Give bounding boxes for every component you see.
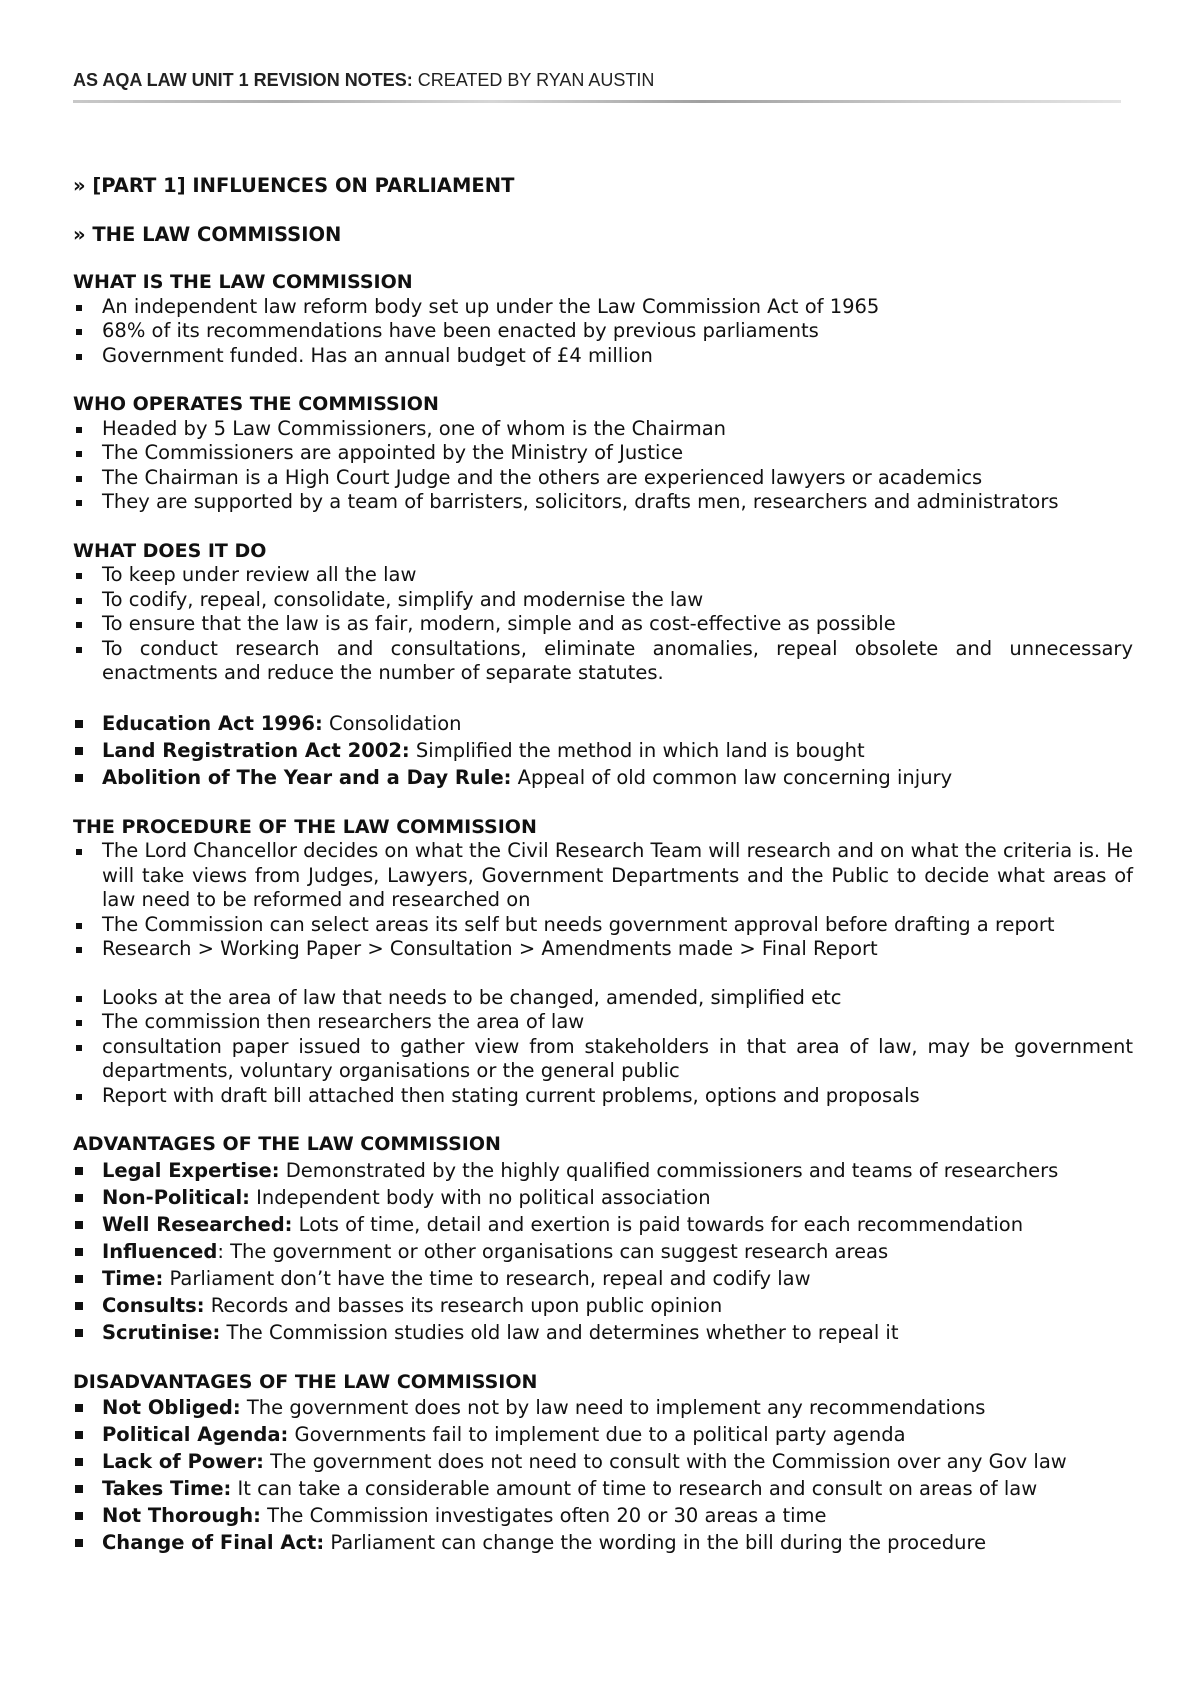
list-item (73, 1475, 1133, 1502)
term: Not Thorough: (102, 1504, 261, 1527)
list-item: The Commissioners are appointed by the Ministry of Justice (73, 441, 1133, 466)
list-item (73, 1184, 1133, 1211)
list-item: To conduct research and consultations, eliminate anomalies, repeal obsolete and unnecessary enactments and reduce the number of separate statutes. (73, 637, 1133, 686)
term: Education Act 1996: (102, 711, 323, 735)
term: Not Obliged: (102, 1396, 241, 1419)
list-item: Looks at the area of law that needs to be changed, amended, simplified etc (73, 986, 1133, 1011)
header-rest: CREATED BY RYAN AUSTIN (412, 70, 655, 90)
bullet-list (73, 295, 1133, 369)
list-item: To codify, repeal, consolidate, simplify and modernise the law (73, 588, 1133, 613)
list-item (73, 1157, 1133, 1184)
list-item: To keep under review all the law (73, 563, 1133, 588)
list-item (73, 1211, 1133, 1238)
list-item (73, 737, 1133, 764)
list-item: The Lord Chancellor decides on what the Civil Research Team will research and on what the criteria is. He will take views from Judges, Lawyers, Government Departments and the Public to decide what areas of law need to be reformed and researched on (73, 839, 1133, 913)
term: Takes Time: (102, 1477, 232, 1500)
list-item (73, 764, 1133, 791)
term-text: Independent body with no political association (249, 1185, 711, 1209)
term-text: The Commission investigates often 20 or 30 areas a time (260, 1504, 827, 1527)
term: Consults: (102, 1293, 205, 1317)
list-item: 68% of its recommendations have been enacted by previous parliaments (73, 319, 1133, 344)
list-item (73, 1238, 1133, 1265)
document-body (73, 174, 1133, 1556)
bullet-list (73, 986, 1133, 1109)
list-item (73, 1502, 1133, 1529)
header-rule (73, 100, 1121, 103)
list-item: An independent law reform body set up under the Law Commission Act of 1965 (73, 295, 1133, 320)
list-item: Research > Working Paper > Consultation > Amendments made > Final Report (73, 937, 1133, 962)
term: Legal Expertise: (102, 1158, 280, 1182)
subpart-title: » THE LAW COMMISSION (73, 222, 342, 246)
list-item: The Commission can select areas its self but needs government approval before drafting a report (73, 913, 1133, 938)
list-item: Headed by 5 Law Commissioners, one of whom is the Chairman (73, 417, 1133, 442)
list-item (73, 1394, 1133, 1421)
term: Land Registration Act 2002: (102, 738, 410, 762)
term-text: The government does not need to consult with the Commission over any Gov law (263, 1450, 1067, 1473)
list-item: consultation paper issued to gather view from stakeholders in that area of law, may be government departments, voluntary organisations or the general public (73, 1035, 1133, 1084)
bullet-list (73, 1157, 1133, 1346)
term: Political Agenda: (102, 1423, 289, 1446)
list-item (73, 1292, 1133, 1319)
section-title: DISADVANTAGES OF THE LAW COMMISSION (73, 1370, 538, 1393)
section-title: WHAT IS THE LAW COMMISSION (73, 271, 413, 293)
term: Change of Final Act: (102, 1531, 325, 1554)
term-text: : The government or other organisations can suggest research areas (217, 1239, 889, 1263)
term: Abolition of The Year and a Day Rule: (102, 765, 512, 789)
list-item: The commission then researchers the area of law (73, 1010, 1133, 1035)
list-item: Report with draft bill attached then stating current problems, options and proposals (73, 1084, 1133, 1109)
bullet-list (73, 417, 1133, 515)
list-item: They are supported by a team of barristers, solicitors, drafts men, researchers and administrators (73, 490, 1133, 515)
term-text: Simplified the method in which land is bought (409, 738, 865, 762)
list-item (73, 1265, 1133, 1292)
term: Scrutinise: (102, 1320, 221, 1344)
page-header (73, 70, 654, 91)
term-text: Parliament don’t have the time to research, repeal and codify law (163, 1266, 811, 1290)
section-title: THE PROCEDURE OF THE LAW COMMISSION (73, 815, 537, 838)
list-item (73, 1421, 1133, 1448)
list-item: Government funded. Has an annual budget of £4 million (73, 344, 1133, 369)
list-item (73, 1319, 1133, 1346)
term-text: Appeal of old common law concerning injury (511, 765, 953, 789)
term: Non-Political: (102, 1185, 250, 1209)
section-title: ADVANTAGES OF THE LAW COMMISSION (73, 1133, 501, 1155)
term-text: Consolidation (322, 711, 462, 735)
list-item: To ensure that the law is as fair, modern, simple and as cost-effective as possible (73, 612, 1133, 637)
term-text: Lots of time, detail and exertion is paid towards for each recommendation (292, 1212, 1024, 1236)
term: Influenced (102, 1239, 218, 1263)
term-text: Governments fail to implement due to a political party agenda (288, 1423, 906, 1446)
bullet-list (73, 839, 1133, 962)
term-text: The Commission studies old law and determines whether to repeal it (220, 1320, 899, 1344)
term: Well Researched: (102, 1212, 293, 1236)
term: Time: (102, 1266, 164, 1290)
term-text: Demonstrated by the highly qualified commissioners and teams of researchers (279, 1158, 1059, 1182)
list-item (73, 1448, 1133, 1475)
list-item: The Chairman is a High Court Judge and the others are experienced lawyers or academics (73, 466, 1133, 491)
list-item (73, 710, 1133, 737)
header-bold: AS AQA LAW UNIT 1 REVISION NOTES: (73, 70, 413, 90)
term-text: Parliament can change the wording in the bill during the procedure (324, 1531, 987, 1554)
term-text: The government does not by law need to implement any recommendations (240, 1396, 986, 1419)
list-item (73, 1529, 1133, 1556)
bullet-list (73, 563, 1133, 686)
bullet-list (73, 1394, 1133, 1556)
term-text: It can take a considerable amount of time to research and consult on areas of law (231, 1477, 1038, 1500)
term-text: Records and basses its research upon public opinion (204, 1293, 723, 1317)
term: Lack of Power: (102, 1450, 264, 1473)
part-title: » [PART 1] INFLUENCES ON PARLIAMENT (73, 174, 515, 197)
section-title: WHAT DOES IT DO (73, 539, 267, 562)
section-title: WHO OPERATES THE COMMISSION (73, 393, 439, 415)
example-list (73, 710, 1133, 791)
